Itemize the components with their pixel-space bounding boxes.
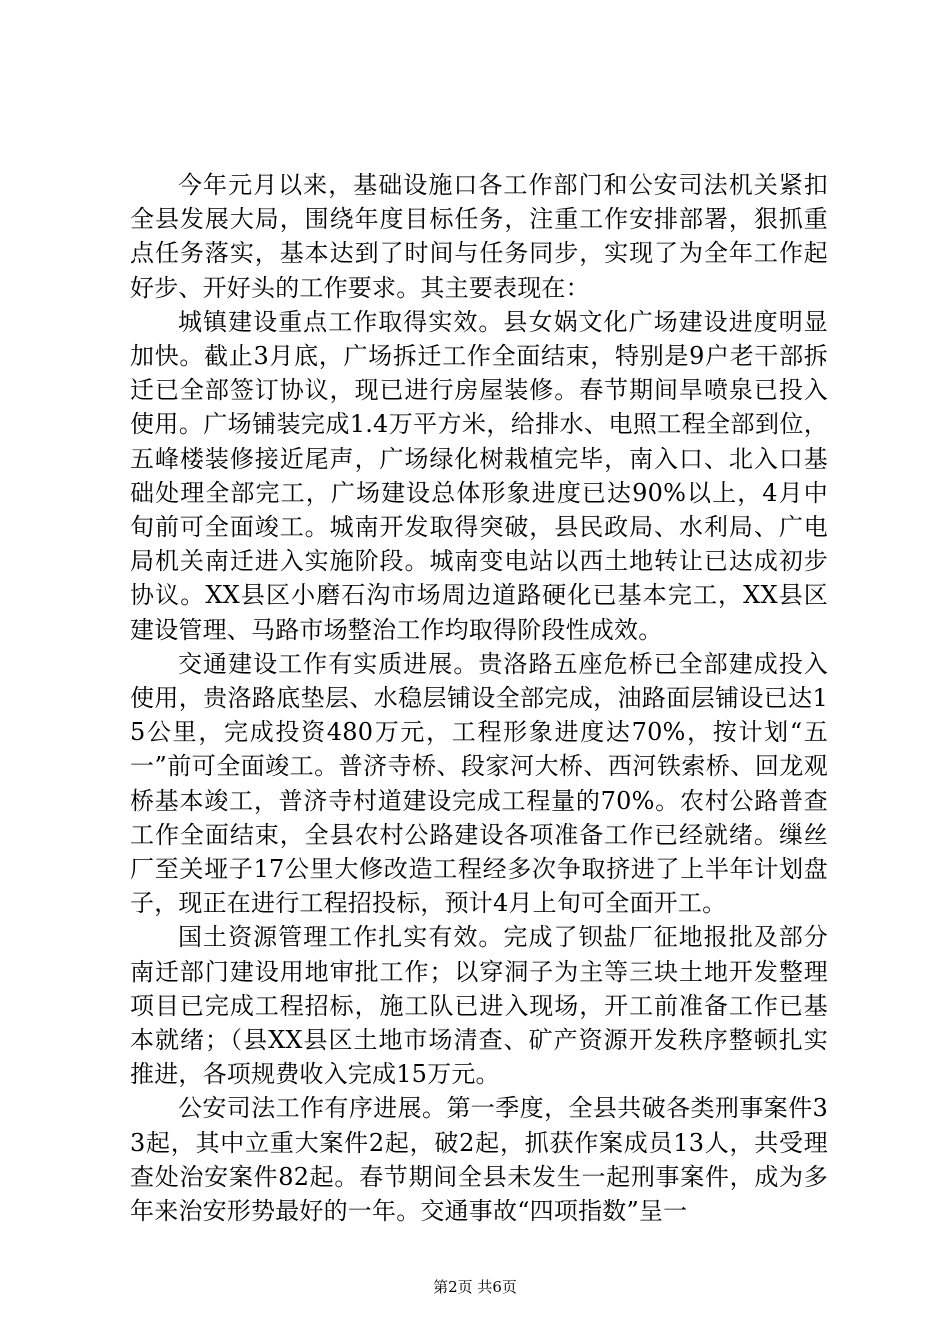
page-number-footer: 第2页 共6页 bbox=[433, 1278, 517, 1296]
paragraph-public-security: 公安司法工作有序进展。第一季度，全县共破各类刑事案件33起，其中立重大案件2起，破2起，抓获作案成员13人，共受理查处治安案件82起。春节期间全县未发生一起刑事案件，成为多年来治安形势最好的一年。交通事故“四项指数”呈一 bbox=[130, 1094, 828, 1226]
paragraph-intro: 今年元月以来，基础设施口各工作部门和公安司法机关紧扣全县发展大局，围绕年度目标任务，注重工作安排部署，狠抓重点任务落实，基本达到了时间与任务同步，实现了为全年工作起好步、开好头的工作要求。其主要表现在： bbox=[130, 171, 828, 302]
paragraph-transport: 交通建设工作有实质进展。贵洛路五座危桥已全部建成投入使用，贵洛路底垫层、水稳层铺设全部完成，油路面层铺设已达15公里，完成投资480万元，工程形象进度达70%，按计划“五一”前可全面竣工。普济寺桥、段家河大桥、西河铁索桥、回龙观桥基本竣工，普济寺村道建设完成工程量的70%。农村公路普查工作全面结束，全县农村公路建设各项准备工作已经就绪。缫丝厂至关垭子17公里大修改造工程经多次争取挤进了上半年计划盘子，现正在进行工程招投标，预计4月上旬可全面开工。 bbox=[130, 649, 828, 918]
document-body bbox=[130, 168, 828, 1228]
paragraph-urban-construction: 城镇建设重点工作取得实效。县女娲文化广场建设进度明显加快。截止3月底，广场拆迁工作全面结束，特别是9户老干部拆迁已全部签订协议，现已进行房屋装修。春节期间旱喷泉已投入使用。广场铺装完成1.4万平方米，给排水、电照工程全部到位，五峰楼装修接近尾声，广场绿化树栽植完毕，南入口、北入口基础处理全部完工，广场建设总体形象进度已达90%以上，4月中旬前可全面竣工。城南开发取得突破，县民政局、水利局、广电局机关南迁进入实施阶段。城南变电站以西土地转让已达成初步协议。XX县区小磨石沟市场周边道路硬化已基本完工，XX县区建设管理、马路市场整治工作均取得阶段性成效。 bbox=[130, 307, 828, 644]
paragraph-land-resources: 国土资源管理工作扎实有效。完成了钡盐厂征地报批及部分南迁部门建设用地审批工作；以穿洞子为主等三块土地开发整理项目已完成工程招标，施工队已进入现场，开工前准备工作已基本就绪；（县XX县区土地市场清查、矿产资源开发秩序整顿扎实推进，各项规费收入完成15万元。 bbox=[130, 923, 828, 1089]
